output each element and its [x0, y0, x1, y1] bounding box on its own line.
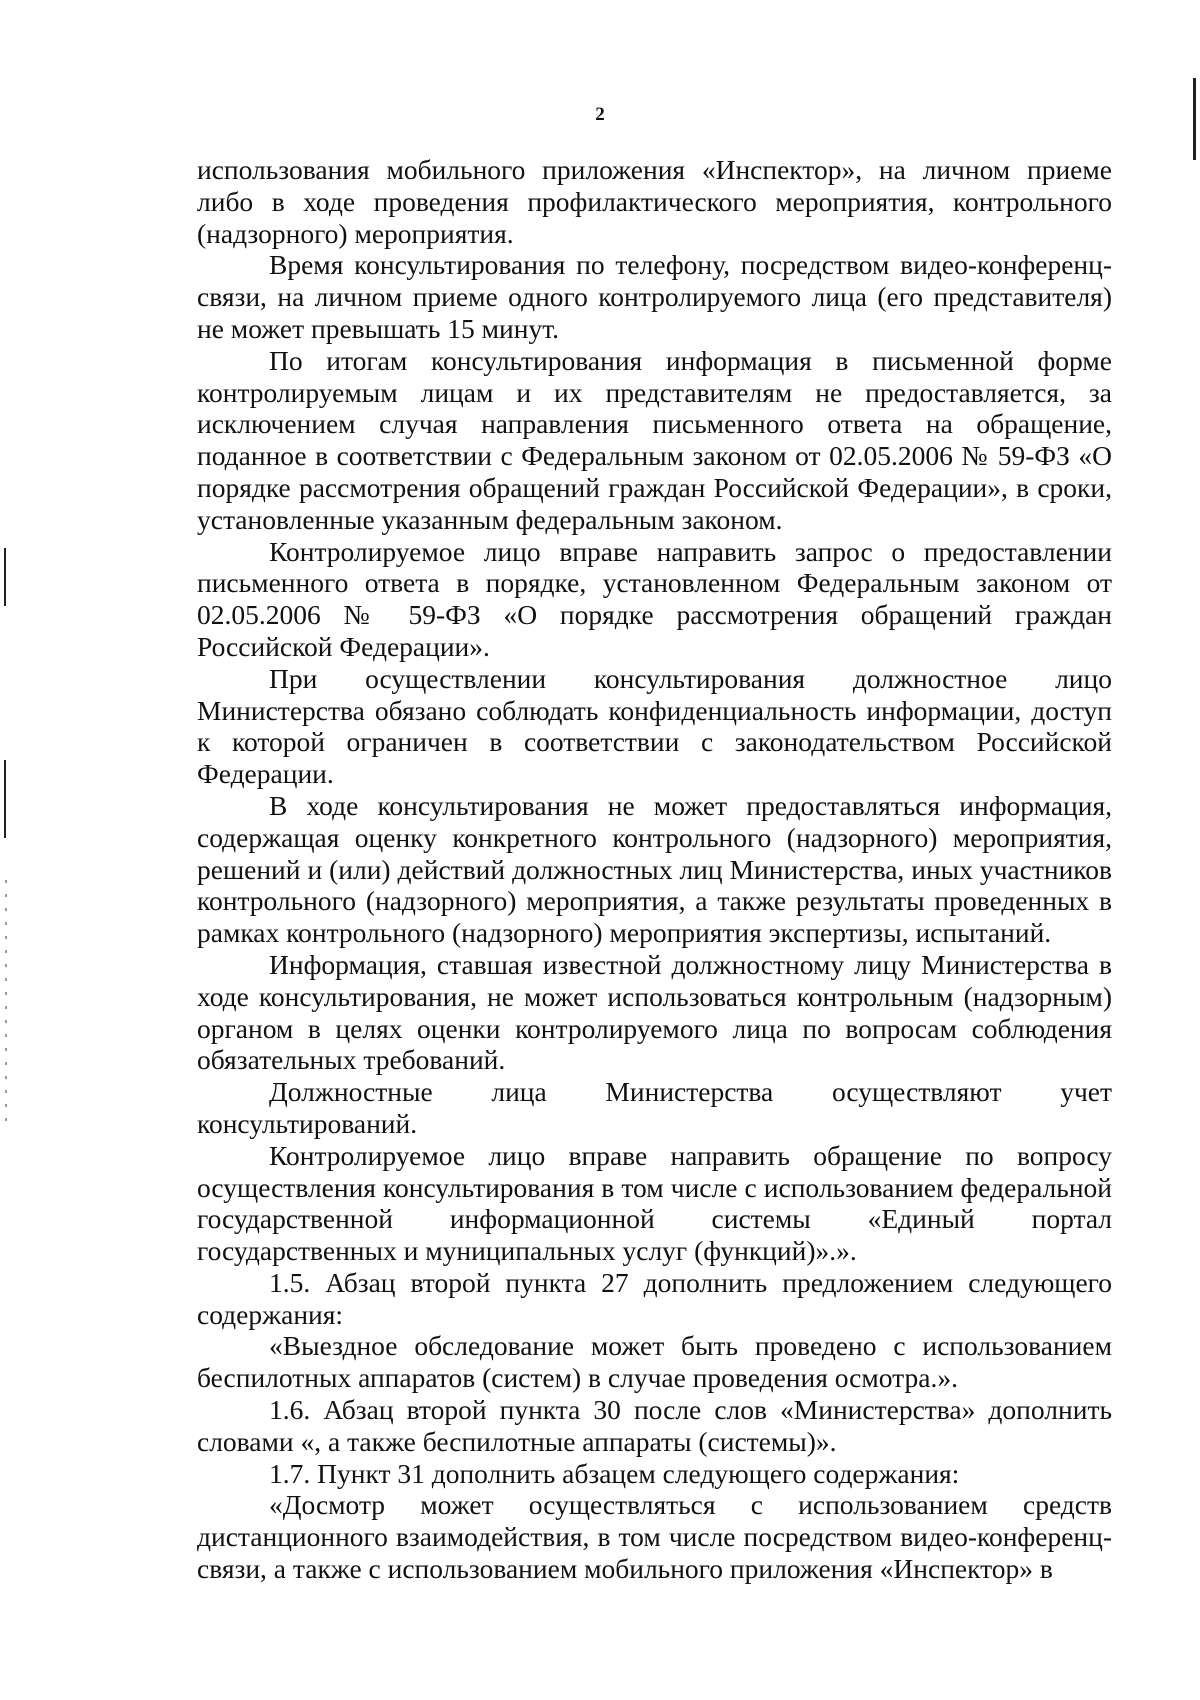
scan-mark-left	[4, 548, 6, 606]
document-body	[197, 154, 1112, 1585]
paragraph: Должностные лица Министерства осуществляют учет консультирований.	[197, 1076, 1112, 1139]
paragraph: «Досмотр может осуществляться с использованием средств дистанционного взаимодействия, в том числе посредством видео-конференц-связи, а также с использованием мобильного приложения «Инспектор» в	[197, 1489, 1112, 1585]
paragraph: 1.5. Абзац второй пункта 27 дополнить предложением следующего содержания:	[197, 1266, 1112, 1330]
paragraph: 1.7. Пункт 31 дополнить абзацем следующего содержания:	[269, 1457, 960, 1489]
paragraph: 1.6. Абзац второй пункта 30 после слов «Министерства» дополнить словами «, а также беспилотные аппараты (системы)».	[197, 1394, 1112, 1457]
paragraph: Информация, ставшая известной должностному лицу Министерства в ходе консультирования, не может использоваться контрольным (надзорным) органом в целях оценки контролируемого лица по вопросам соблюдения обязательных требований.	[197, 948, 1112, 1076]
scan-dots-left	[5, 880, 7, 1130]
paragraph: использования мобильного приложения «Инспектор», на личном приеме либо в ходе проведения профилактического мероприятия, контрольного (надзорного) мероприятия.	[197, 154, 1112, 249]
paragraph: Время консультирования по телефону, посредством видео-конференц-связи, на личном приеме одного контролируемого лица (его представителя) не может превышать 15 минут.	[197, 249, 1112, 344]
paragraph: Контролируемое лицо вправе направить обращение по вопросу осуществления консультирования в том числе с использованием федеральной государственной информационной системы «Единый портал государственных и муниципальных услуг (функций)».».	[197, 1139, 1112, 1267]
paragraph: По итогам консультирования информация в письменной форме контролируемым лицам и их представителям не предоставляется, за исключением случая направления письменного ответа на обращение, поданное в соответствии с Федеральным законом от 02.05.2006 № 59-ФЗ «О порядке рассмотрения обращений граждан Российской Федерации», в сроки, установленные указанным федеральным законом.	[197, 344, 1112, 535]
paragraph: В ходе консультирования не может предоставляться информация, содержащая оценку конкретного контрольного (надзорного) мероприятия, решений и (или) действий должностных лиц Министерства, иных участников контрольного (надзорного) мероприятия, а также результаты проведенных в рамках контрольного (надзорного) мероприятия экспертизы, испытаний.	[197, 789, 1112, 949]
scan-mark-left	[4, 760, 6, 838]
paragraph: При осуществлении консультирования должностное лицо Министерства обязано соблюдать конфиденциальность информации, доступ к которой ограничен в соответствии с законодательством Российской Федерации.	[197, 662, 1112, 790]
paragraph: Контролируемое лицо вправе направить запрос о предоставлении письменного ответа в порядке, установленном Федеральным законом от 02.05.2006 № 59-ФЗ «О порядке рассмотрения обращений граждан Российской Федерации».	[197, 535, 1112, 662]
page-number: 2	[595, 104, 605, 125]
paragraph: «Выездное обследование может быть проведено с использованием беспилотных аппаратов (систем) в случае проведения осмотра.».	[197, 1330, 1112, 1394]
